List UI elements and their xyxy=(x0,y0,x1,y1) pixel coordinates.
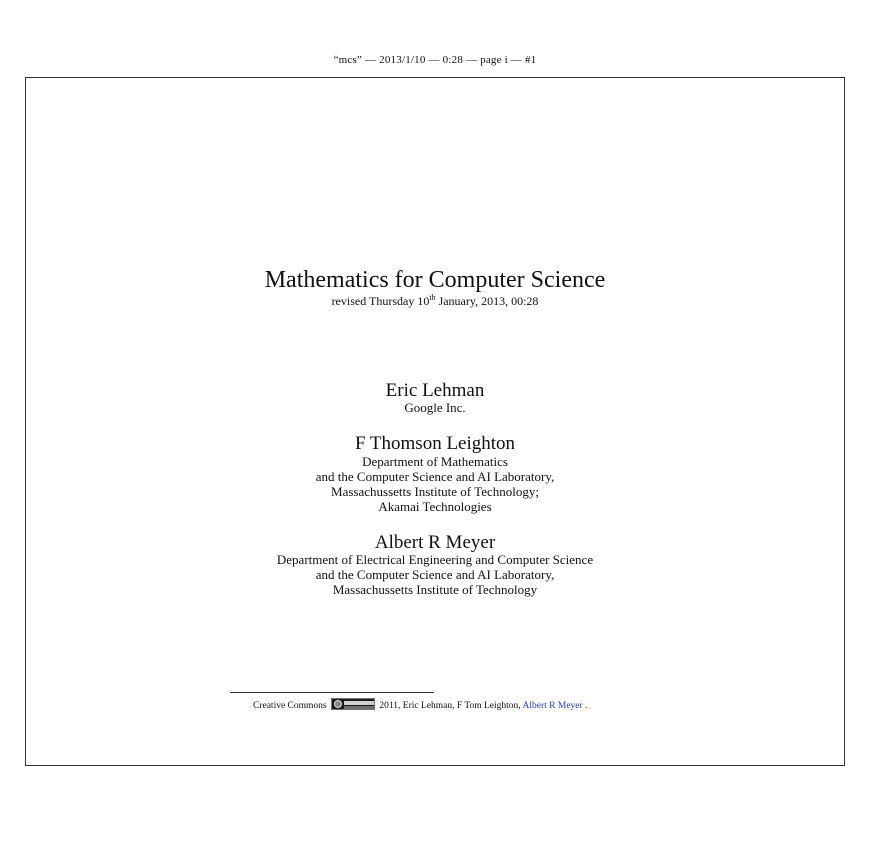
cc-by-nc-sa-badge-icon xyxy=(331,698,375,710)
author-name: F Thomson Leighton xyxy=(354,433,516,454)
footnote-suffix: . xyxy=(582,701,588,711)
footnote-rule xyxy=(230,692,434,693)
revision-date xyxy=(0,294,870,308)
affiliation-line: Akamai Technologies xyxy=(378,499,492,514)
revision-date-superscript: th xyxy=(429,293,436,302)
affiliation-line: Department of Mathematics xyxy=(362,454,508,469)
copyright-footnote xyxy=(253,698,587,712)
footnote-prefix: Creative Commons xyxy=(253,701,327,711)
author-affiliation xyxy=(0,552,870,597)
author-affiliation xyxy=(0,400,870,415)
affiliation-line: and the Computer Science and AI Laboratory, xyxy=(315,469,555,484)
author-link[interactable]: Albert R Meyer xyxy=(522,701,583,711)
author-affiliation xyxy=(0,454,870,514)
author-name: Albert R Meyer xyxy=(374,532,496,553)
affiliation-line: Massachussetts Institute of Technology; xyxy=(331,484,539,499)
affiliation-line: Google Inc. xyxy=(404,400,466,415)
affiliation-line: Massachussetts Institute of Technology xyxy=(332,582,538,597)
affiliation-line: Department of Electrical Engineering and Computer Science xyxy=(276,552,594,567)
footnote-text: 2011, Eric Lehman, F Tom Leighton, xyxy=(379,701,523,711)
affiliation-line: and the Computer Science and AI Laboratory, xyxy=(315,567,555,582)
author-name: Eric Lehman xyxy=(385,380,485,401)
running-head: “mcs” — 2013/1/10 — 0:28 — page i — #1 xyxy=(333,54,537,66)
revision-date-rest: January, 2013, 00:28 xyxy=(435,294,539,308)
book-title: Mathematics for Computer Science xyxy=(264,267,606,293)
page-frame xyxy=(25,77,845,766)
revision-date-text: revised Thursday 10 xyxy=(331,294,430,308)
